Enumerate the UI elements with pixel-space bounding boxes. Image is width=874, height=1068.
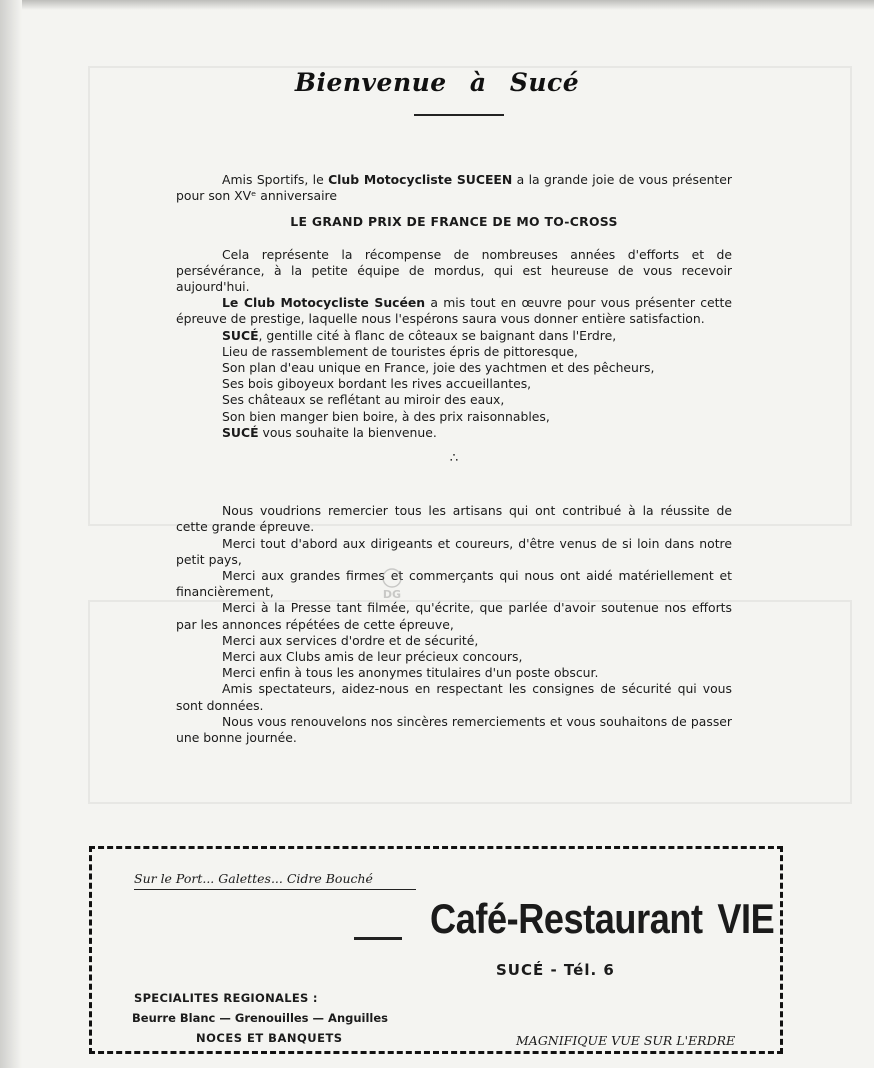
- ad-tagline-underline: [134, 889, 416, 890]
- restaurant-city-phone: SUCÉ - Tél. 6: [496, 961, 615, 979]
- ad-tagline: Sur le Port... Galettes... Cidre Bouché: [134, 871, 373, 886]
- poem-line: Ses bois giboyeux bordant les rives accueillantes,: [222, 376, 532, 392]
- title-underline: [414, 114, 504, 116]
- paragraph-recompense: Cela représente la récompense de nombreuses années d'efforts et de persévérance, à la petite équipe de mordus, qui est heureuse de vous recevoir aujourd'hui.: [176, 246, 732, 295]
- paragraph-club: [176, 295, 732, 327]
- poem-line: [222, 328, 732, 344]
- ad-menu-items: Beurre Blanc — Grenouilles — Anguilles: [132, 1011, 389, 1025]
- restaurant-name: Café-Restaurant VIE: [429, 895, 774, 942]
- page-title: Bienvenue à Sucé: [294, 68, 580, 97]
- thanks-paragraph: Merci aux grandes firmes et commerçants qui nous ont aidé matériellement et financièrement,: [176, 568, 732, 600]
- restaurant-advertisement: [89, 846, 783, 1054]
- intro-text-end: a la grande joie de vous présenter pour son XVᵉ anniversaire: [176, 172, 732, 204]
- page-binding-edge: [0, 0, 22, 1068]
- ad-separator: [354, 937, 402, 940]
- thanks-paragraph: Merci aux services d'ordre et de sécurité,: [222, 632, 479, 648]
- poem-line: Lieu de rassemblement de touristes épris de pittoresque,: [222, 343, 578, 359]
- town-name: SUCÉ: [222, 327, 259, 343]
- thanks-paragraph: Nous voudrions remercier tous les artisans qui ont contribué à la réussite de cette grande épreuve.: [176, 503, 732, 535]
- poem-line: Ses châteaux se reflétant au miroir des eaux,: [222, 392, 505, 408]
- thanks-paragraph: Merci tout d'abord aux dirigeants et coureurs, d'être venus de si loin dans notre petit pays,: [176, 535, 732, 567]
- thanks-paragraph: Merci aux Clubs amis de leur précieux concours,: [222, 649, 523, 665]
- poem-line: Son bien manger bien boire, à des prix raisonnables,: [222, 408, 550, 424]
- intro-paragraph: [176, 172, 732, 204]
- event-headline: LE GRAND PRIX DE FRANCE DE MO TO-CROSS: [290, 214, 618, 230]
- ornament-dots: ∴: [449, 451, 459, 467]
- intro-text: Amis Sportifs, le: [222, 172, 329, 187]
- welcome-text: [176, 172, 732, 746]
- poem-line: [222, 425, 732, 441]
- dg-stamp-watermark: [372, 562, 412, 602]
- thanks-paragraph: Nous vous renouvelons nos sincères remerciements et vous souhaitons de passer une bonne journée.: [176, 713, 732, 746]
- town-name: SUCÉ: [222, 424, 259, 440]
- poem-text: vous souhaite la bienvenue.: [258, 424, 437, 440]
- page-top-shadow: [0, 0, 874, 10]
- thanks-paragraph: Merci enfin à tous les anonymes titulaires d'un poste obscur.: [222, 665, 599, 681]
- poem-line: Son plan d'eau unique en France, joie des yachtmen et des pêcheurs,: [222, 360, 655, 376]
- club-text: a mis tout en œuvre pour vous présenter cette épreuve de prestige, laquelle nous l'espérons saura vous donner entière satisfaction.: [176, 295, 732, 327]
- stamp-text: DG: [382, 588, 402, 601]
- club-name-bold: Le Club Motocycliste Sucéen: [222, 295, 426, 311]
- ad-noces-banquets: NOCES ET BANQUETS: [196, 1031, 343, 1045]
- poem-text: , gentille cité à flanc de côteaux se baignant dans l'Erdre,: [258, 327, 617, 343]
- thanks-paragraph: Amis spectateurs, aidez-nous en respectant les consignes de sécurité qui vous sont données.: [176, 681, 732, 713]
- ad-specialites-heading: SPECIALITES REGIONALES :: [134, 991, 318, 1005]
- ad-view-text: MAGNIFIQUE VUE SUR L'ERDRE: [516, 1033, 736, 1048]
- club-name: Club Motocycliste SUCEEN: [328, 172, 513, 187]
- thanks-paragraph: Merci à la Presse tant filmée, qu'écrite, que parlée d'avoir soutenue nos efforts par les annonces répétées de cette épreuve,: [176, 600, 732, 632]
